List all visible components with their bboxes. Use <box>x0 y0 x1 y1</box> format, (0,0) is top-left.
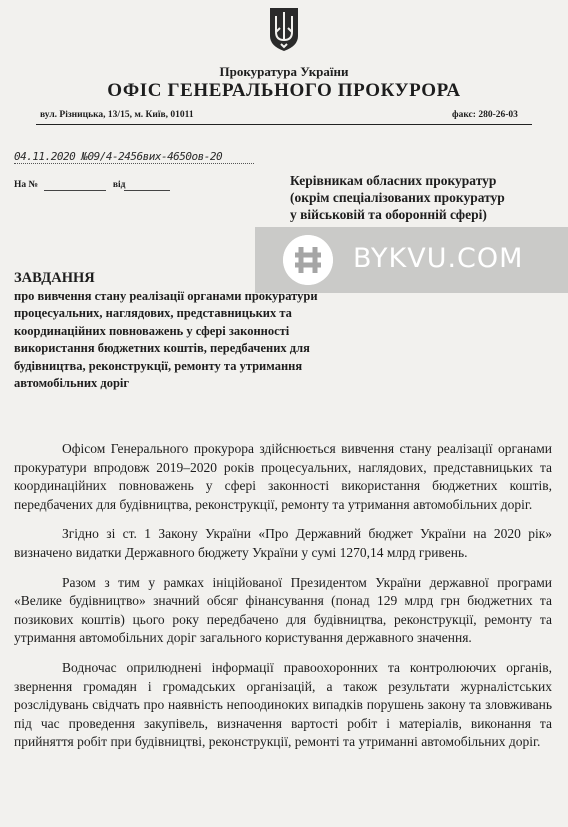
reference-number-line <box>44 190 106 191</box>
reference-row <box>14 180 125 190</box>
task-subject: про вивчення стану реалізації органами прокуратури процесуальних, наглядових, представницьких та координаційних повноважень у сфері законності використання бюджетних коштів, передбачених для будівництва, реконструкції, ремонту та утримання автомобільних доріг <box>14 289 318 391</box>
org-name: Прокуратура України <box>219 64 349 79</box>
paragraph: Офісом Генерального прокурора здійснюється вивчення стану реалізації органами прокуратури впродовж 2019–2020 років процесуальних, наглядових, представницьких та координаційних повноважень у сфері законності використання бюджетних коштів, передбачених для будівництва, реконструкції, ремонту та утримання автомобільних доріг. <box>14 441 552 512</box>
recipient-line: (окрім спеціалізованих прокуратур <box>290 190 505 205</box>
recipient-block <box>290 172 560 223</box>
reference-date-line <box>124 190 170 191</box>
document-body <box>14 440 552 763</box>
fax-number: факс: 280-26-03 <box>452 110 518 120</box>
recipient-line: Керівникам обласних прокуратур <box>290 173 497 188</box>
trident-emblem-icon <box>268 6 300 52</box>
address: вул. Різницька, 13/15, м. Київ, 01011 <box>40 110 194 120</box>
paragraph: Разом з тим у рамках ініційованої Президентом України державної програми «Велике будівництво» значний обсяг фінансування (понад 129 млрд грн бюджетних та позикових коштів) цього року передбачено для будівництва, реконструкції, ремонту та утримання автомобільних доріг загального користування державного значення. <box>14 574 552 646</box>
bykvu-logo-icon <box>283 235 333 285</box>
recipient-line: у військовій та оборонній сфері) <box>290 207 487 222</box>
paragraph: Водночас оприлюднені інформації правоохоронних та контролюючих органів, звернення громадян і громадських організацій, а також результати журналістських розслідувань свідчать про наявність непоодиноких випадків порушень закону та зловживань під час проведення закупівель, визначення вартості робіт і матеріалів, виконання та прийняття робіт при будівництві, реконструкції, ремонті та утриманні автомобільних доріг. <box>14 659 552 750</box>
watermark-banner <box>255 227 568 293</box>
header-divider <box>36 124 532 125</box>
task-title: ЗАВДАННЯ <box>14 270 95 286</box>
office-title: ОФІС ГЕНЕРАЛЬНОГО ПРОКУРОРА <box>107 80 461 101</box>
vid-label: від <box>112 180 126 190</box>
registration-line <box>14 163 254 164</box>
watermark-text: BYKVU.COM <box>353 243 524 274</box>
handwritten-registration: 04.11.2020 №09/4-2456вих-4650ов-20 <box>14 150 223 163</box>
na-label: На № <box>14 180 39 190</box>
paragraph: Згідно зі ст. 1 Закону України «Про Державний бюджет України на 2020 рік» визначено видатки Державного бюджету України у сумі 1270,14 млрд гривень. <box>14 526 552 560</box>
